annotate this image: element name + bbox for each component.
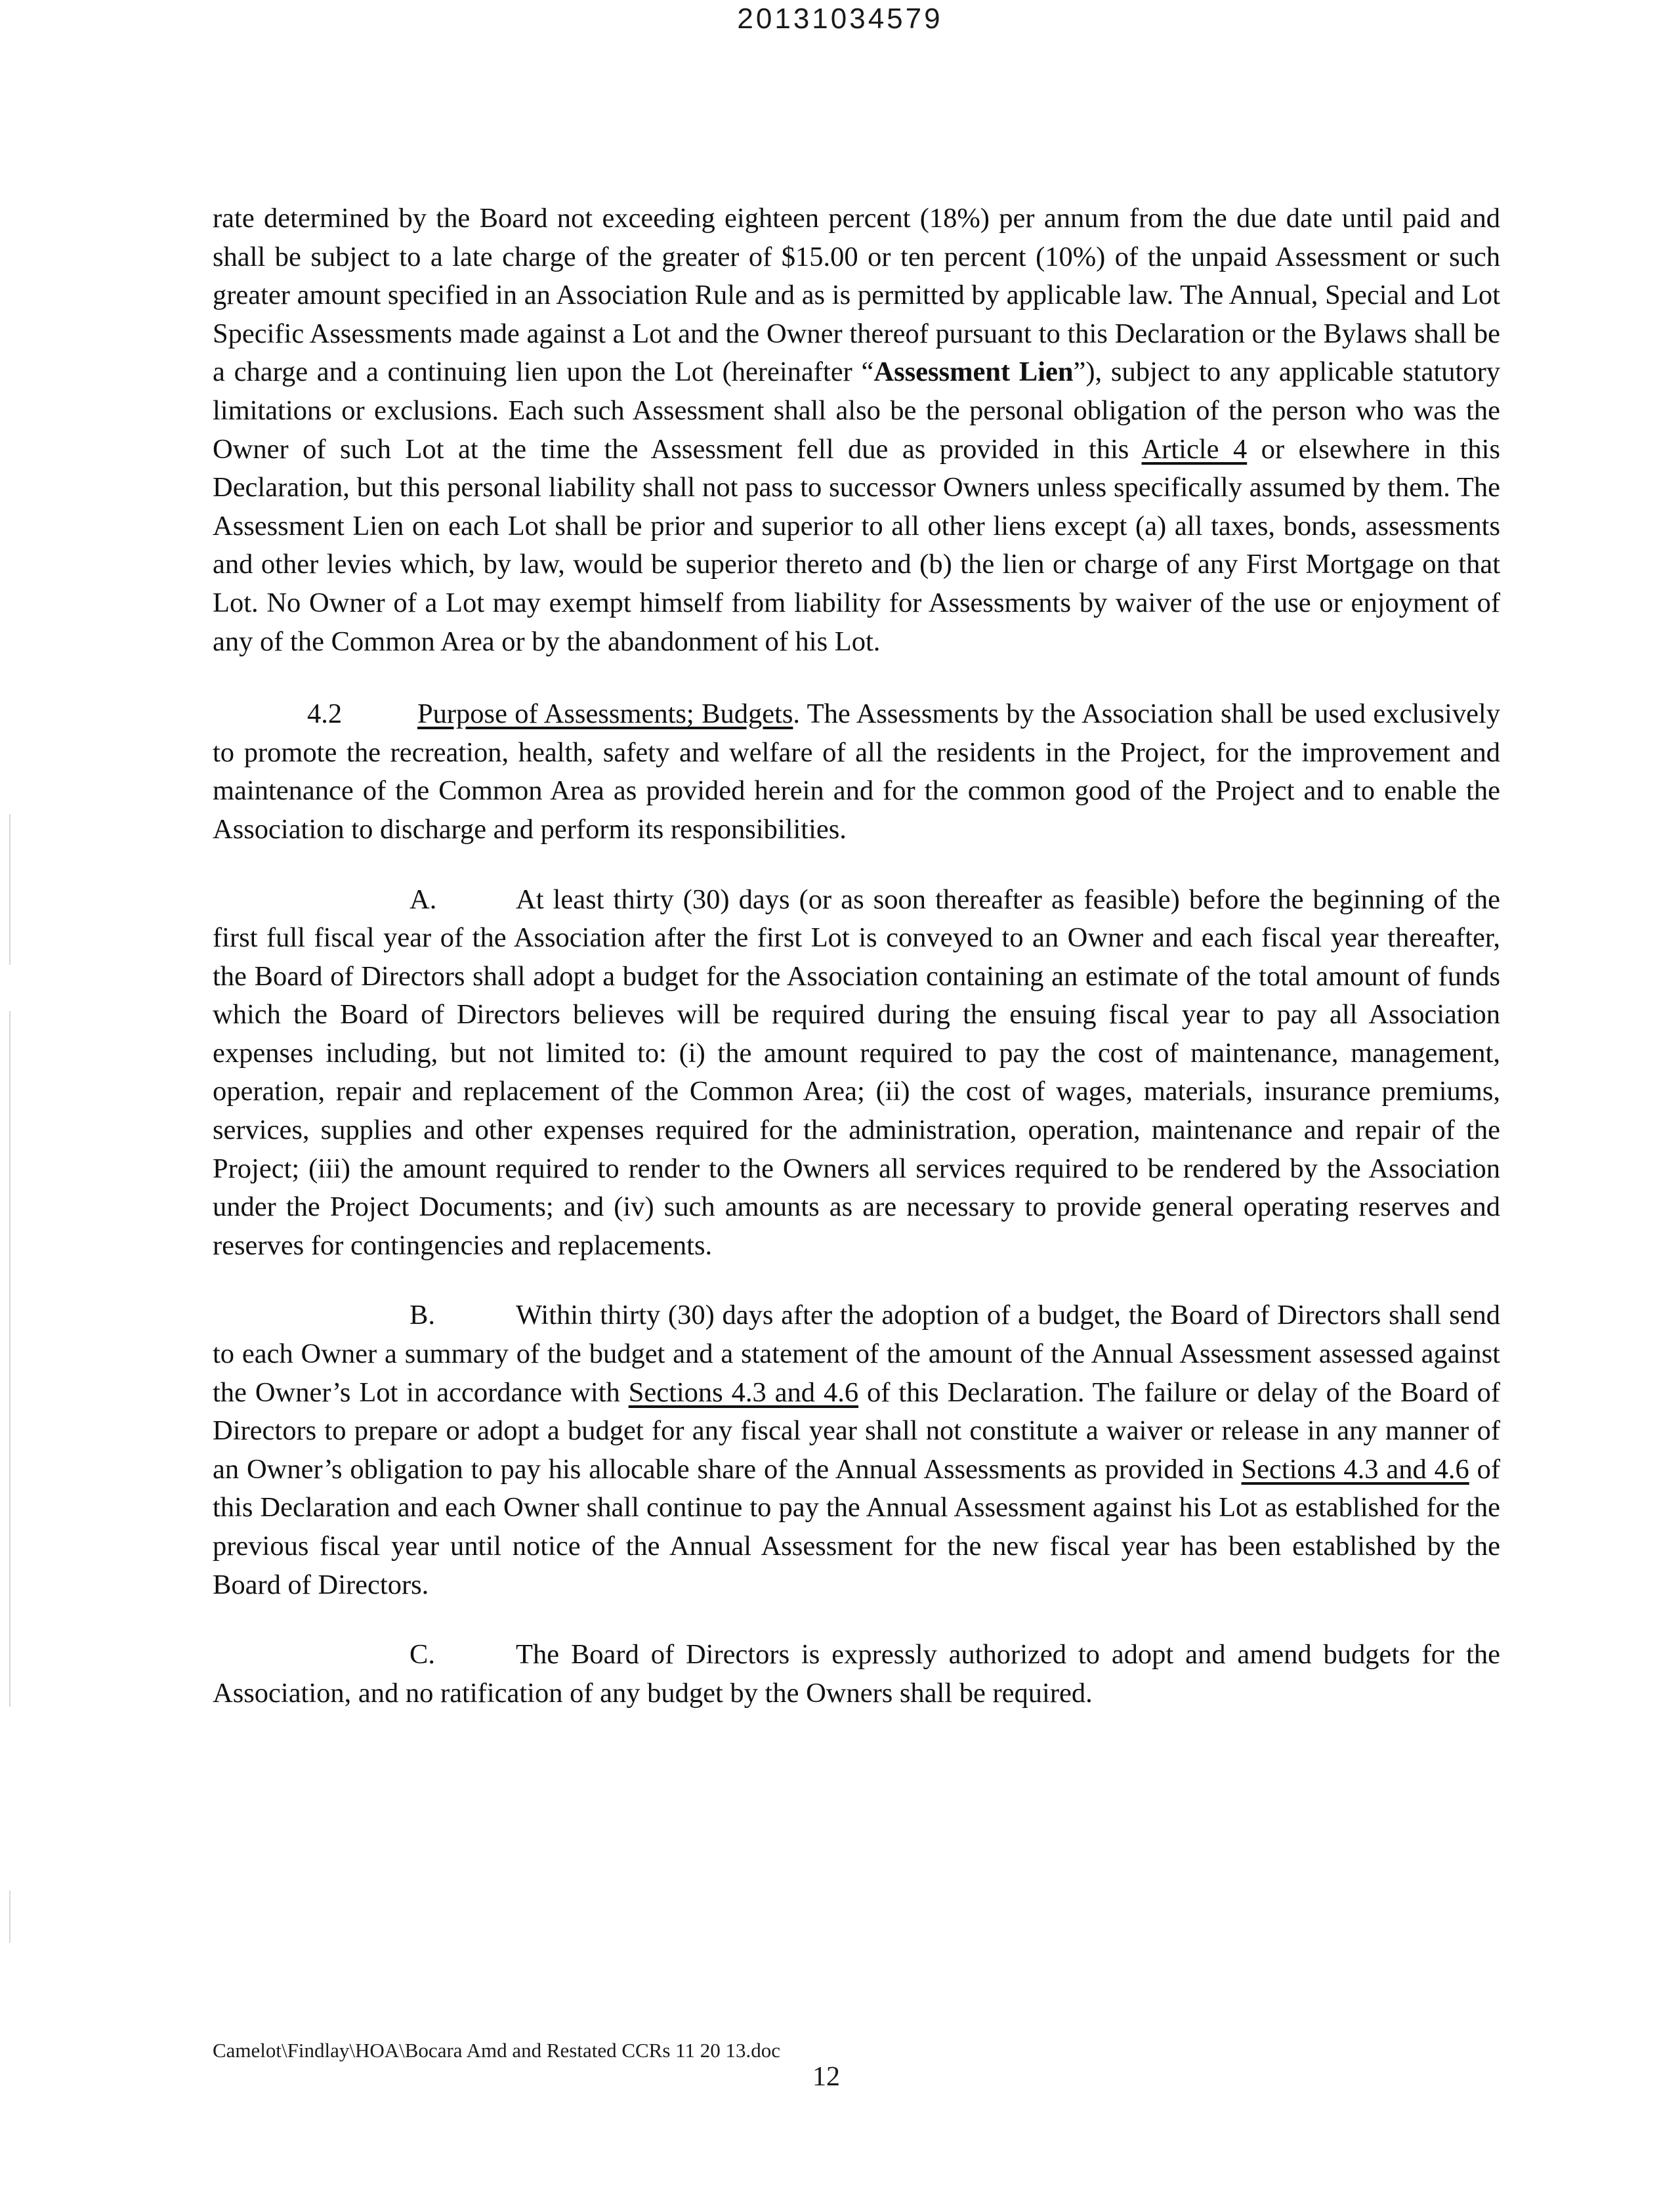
subsection-text: At least thirty (30) days (or as soon thereafter as feasible) before the beginning of the first full fiscal year of the Association after the first Lot is conveyed to an Owner and each fiscal year thereafter, the Board of Directors shall adopt a budget for the Association containing an estimate of the total amount of funds which the Board of Directors believes will be required during the ensuing fiscal year to pay all Association expenses including, but not limited to: (i) the amount required to pay the cost of maintenance, management, operation, repair and replacement of the Common Area; (ii) the cost of wages, materials, insurance premiums, services, supplies and other expenses required for the administration, operation, maintenance and repair of the Project; (iii) the amount required to render to the Owners all services required to be rendered by the Association under the Project Documents; and (iv) such amounts as are necessary to provide general operating reserves and reserves for contingencies and replacements. — [213, 884, 1500, 1261]
sections-reference: Sections 4.3 and 4.6 — [628, 1376, 859, 1408]
subsection-text: The Board of Directors is expressly authorized to adopt and amend budgets for the Association, and no ratification of any budget by the Owners shall be required. — [213, 1639, 1500, 1709]
paragraph-text: rate determined by the Board not exceeding eighteen percent (18%) per annum from the due date until paid and shall be subject to a late charge of the greater of $15.00 or ten percent (10%) of the unpaid Assessment or such greater amount specified in an Association Rule and as is permitted by applicable law. The Annual, Special and Lot Specific Assessments made against a Lot and the Owner thereof pursuant to this Declaration or the Bylaws shall be a charge and a continuing lien upon the Lot (hereinafter “ — [213, 203, 1500, 388]
section-4-2 — [213, 695, 1500, 849]
article-4-reference: Article 4 — [1141, 433, 1248, 465]
defined-term-assessment-lien: Assessment Lien — [873, 356, 1074, 388]
footer-file-path: Camelot\Findlay\HOA\Bocara Amd and Restated CCRs 11 20 13.doc — [213, 2039, 781, 2062]
subsection-label: A. — [410, 884, 437, 915]
section-text: . The Assessments by the Association shall be used exclusively to promote the recreation, health, safety and welfare of all the residents in the Project, for the improvement and maintenance of the Common Area as provided herein and for the common good of the Project and to enable the Association to discharge and perform its responsibilities. — [213, 698, 1500, 845]
scan-artifact — [9, 1011, 10, 1707]
document-number: 20131034579 — [737, 3, 943, 35]
subsection-label: C. — [410, 1639, 435, 1671]
subsection-c — [213, 1636, 1500, 1713]
scan-artifact — [9, 814, 10, 965]
scan-artifact — [9, 1890, 10, 1943]
subsection-text: of this Declaration. The failure or delay of the Board of Directors to prepare or adopt a budget for any fiscal year shall not constitute a waiver or release in any manner of an Owner’s obligation to pay his allocable share of the Annual Assessments as provided in — [213, 1376, 1501, 1485]
document-body — [213, 200, 1500, 1744]
section-heading: Purpose of Assessments; Budgets — [417, 698, 793, 730]
subsection-label: B. — [410, 1300, 435, 1331]
section-number: 4.2 — [307, 698, 343, 730]
subsection-text: Within thirty (30) days after the adoption of a budget, the Board of Directors shall send to each Owner a summary of the budget and a statement of the amount of the Annual Assessment assessed against the Owner’s Lot in accordance with — [213, 1300, 1500, 1408]
subsection-a — [213, 881, 1500, 1266]
subsection-b — [213, 1296, 1500, 1604]
paragraph-text: ”), subject to any applicable statutory limitations or exclusions. Each such Assessment shall also be the personal obligation of the person who was the Owner of such Lot at the time the Assessment fell due as provided in this — [213, 356, 1500, 465]
subsection-text: of this Declaration and each Owner shall continue to pay the Annual Assessment against his Lot as established for the previous fiscal year until notice of the Annual Assessment for the new fiscal year has been established by the Board of Directors. — [213, 1453, 1500, 1600]
page-number: 12 — [812, 2062, 840, 2092]
sections-reference: Sections 4.3 and 4.6 — [1241, 1453, 1469, 1485]
paragraph-assessment-lien — [213, 200, 1500, 661]
paragraph-text: or elsewhere in this Declaration, but this personal liability shall not pass to successor Owners unless specifically assumed by them. The Assessment Lien on each Lot shall be prior and superior to all other liens except (a) all taxes, bonds, assessments and other levies which, by law, would be superior thereto and (b) the lien or charge of any First Mortgage on that Lot. No Owner of a Lot may exempt himself from liability for Assessments by waiver of the use or enjoyment of any of the Common Area or by the abandonment of his Lot. — [213, 433, 1500, 657]
